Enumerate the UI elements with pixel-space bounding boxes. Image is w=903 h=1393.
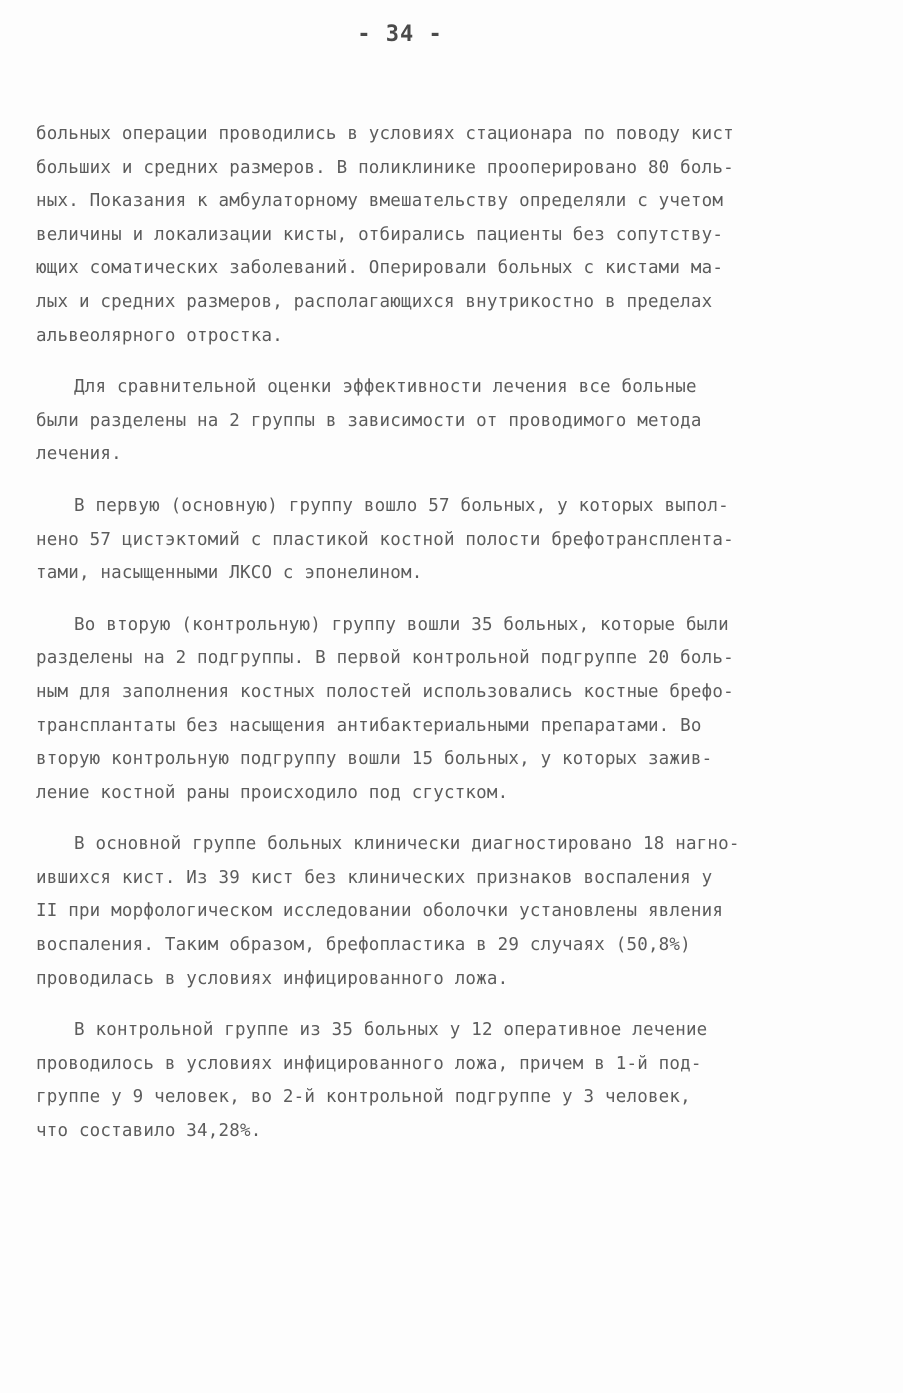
text-line: ившихся кист. Из 39 кист без клинических признаков воспаления у [36,867,713,888]
paragraph-6 [36,1014,868,1148]
text-line: больших и средних размеров. В поликлинике прооперировано 80 боль- [36,157,734,178]
text-line: В первую (основную) группу вошло 57 больных, у которых выпол- [74,495,729,516]
text-line: альвеолярного отростка. [36,325,283,346]
text-line: Для сравнительной оценки эффективности лечения все больные [74,377,697,398]
paragraph-4 [36,609,868,811]
text-line: II при морфологическом исследовании оболочки установлены явления [36,901,724,922]
text-line: В основной группе больных клинически диагностировано 18 нагно- [74,834,740,855]
text-line: вторую контрольную подгруппу вошли 15 больных, у которых зажив- [36,749,713,770]
text-line: были разделены на 2 группы в зависимости от проводимого метода [36,410,702,431]
text-line: воспаления. Таким образом, брефопластика в 29 случаях (50,8%) [36,935,691,956]
text-line: ным для заполнения костных полостей использовались костные брефо- [36,681,734,702]
text-line: лечения. [36,444,122,465]
paragraph-1 [36,118,868,353]
text-line: ных. Показания к амбулаторному вмешательству определяли с учетом [36,191,724,212]
paragraph-5 [36,828,868,996]
text-line: тами, насыщенными ЛКСО с эпонелином. [36,563,423,584]
paragraph-2 [36,371,868,472]
text-line: нено 57 цистэктомий с пластикой костной полости брефотрансплента- [36,529,734,550]
paragraph-3 [36,490,868,591]
text-line: В контрольной группе из 35 больных у 12 оперативное лечение [74,1020,708,1041]
text-line: Во вторую (контрольную) группу вошли 35 больных, которые были [74,614,729,635]
text-line: проводилась в условиях инфицированного ложа. [36,968,509,989]
text-line: величины и локализации кисты, отбирались пациенты без сопутству- [36,224,724,245]
text-line: трансплантаты без насыщения антибактериальными препаратами. Во [36,715,702,736]
text-line: что составило 34,28%. [36,1121,262,1142]
text-line: группе у 9 человек, во 2-й контрольной подгруппе у 3 человек, [36,1087,691,1108]
body-text [36,118,868,1167]
text-line: ющих соматических заболеваний. Оперировали больных с кистами ма- [36,258,724,279]
text-line: разделены на 2 подгруппы. В первой контрольной подгруппе 20 боль- [36,648,734,669]
text-line: лых и средних размеров, располагающихся внутрикостно в пределах [36,291,713,312]
text-line: больных операции проводились в условиях стационара по поводу кист [36,124,734,144]
page-number: - 34 - [357,22,443,47]
text-line: проводилось в условиях инфицированного ложа, причем в 1-й под- [36,1053,702,1074]
text-line: ление костной раны происходило под сгустком. [36,782,509,803]
